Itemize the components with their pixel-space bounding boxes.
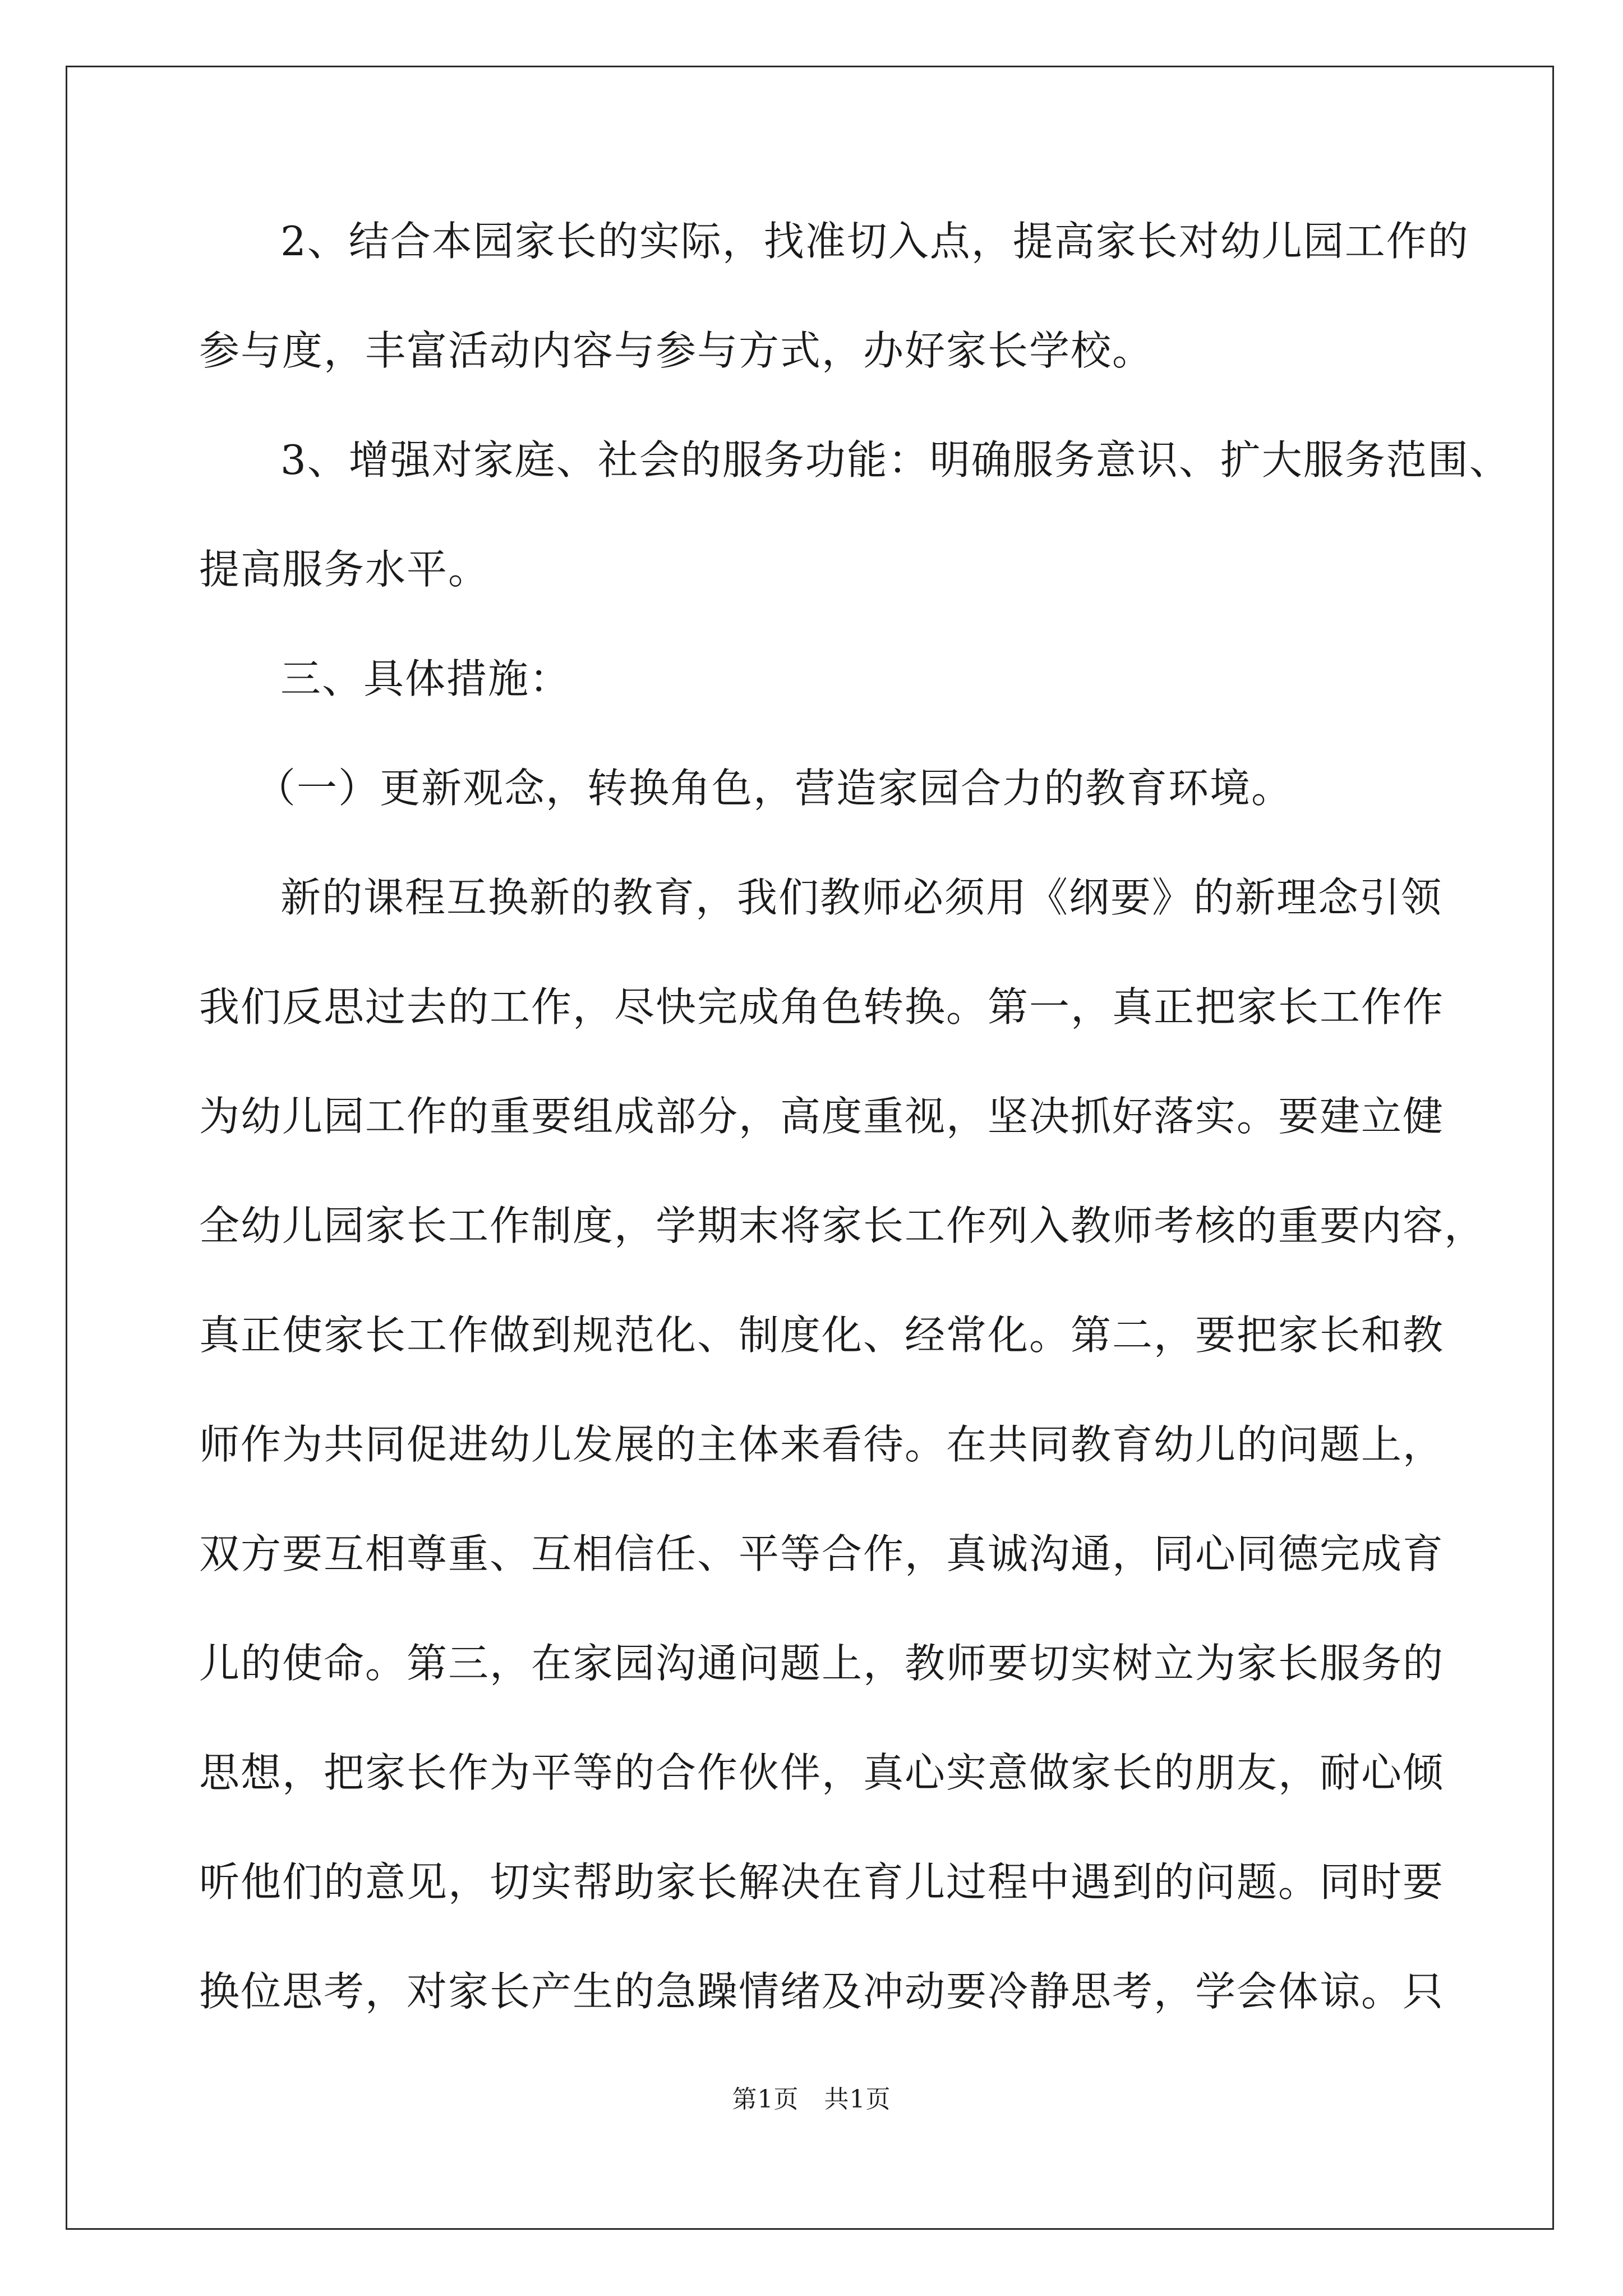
paragraph-line: 思想，把家长作为平等的合作伙伴，真心实意做家长的朋友，耐心倾 [199,1749,1445,1796]
section-heading: 三、具体措施： [280,655,571,702]
paragraph-line: 参与度，丰富活动内容与参与方式，办好家长学校。 [199,327,1154,374]
page-number-footer: 第1页 共1页 [732,2085,891,2114]
paragraph-line: 听他们的意见，切实帮助家长解决在育儿过程中遇到的问题。同时要 [199,1858,1445,1906]
paragraph-line: 儿的使命。第三，在家园沟通问题上，教师要切实树立为家长服务的 [199,1640,1445,1687]
paragraph-line: 师作为共同促进幼儿发展的主体来看待。在共同教育幼儿的问题上， [199,1421,1445,1468]
paragraph-line: 为幼儿园工作的重要组成部分，高度重视，坚决抓好落实。要建立健 [199,1093,1445,1140]
paragraph-line: 真正使家长工作做到规范化、制度化、经常化。第二，要把家长和教 [199,1312,1445,1359]
subsection-heading: （一）更新观念，转换角色，营造家园合力的教育环境。 [255,765,1293,812]
paragraph-line: 2、结合本园家长的实际，找准切入点，提高家长对幼儿园工作的 [280,218,1469,265]
paragraph-line: 换位思考，对家长产生的急躁情绪及冲动要冷静思考，学会体谅。只 [199,1968,1445,2015]
paragraph-line: 新的课程互换新的教育，我们教师必须用《纲要》的新理念引领 [280,874,1443,921]
paragraph-line: 我们反思过去的工作，尽快完成角色转换。第一，真正把家长工作作 [199,983,1445,1030]
paragraph-line: 提高服务水平。 [199,546,490,593]
paragraph-line: 3、增强对家庭、社会的服务功能：明确服务意识、扩大服务范围、 [280,436,1511,484]
paragraph-line: 全幼儿园家长工作制度，学期末将家长工作列入教师考核的重要内容， [199,1202,1486,1249]
paragraph-line: 双方要互相尊重、互相信任、平等合作，真诚沟通，同心同德完成育 [199,1530,1445,1577]
